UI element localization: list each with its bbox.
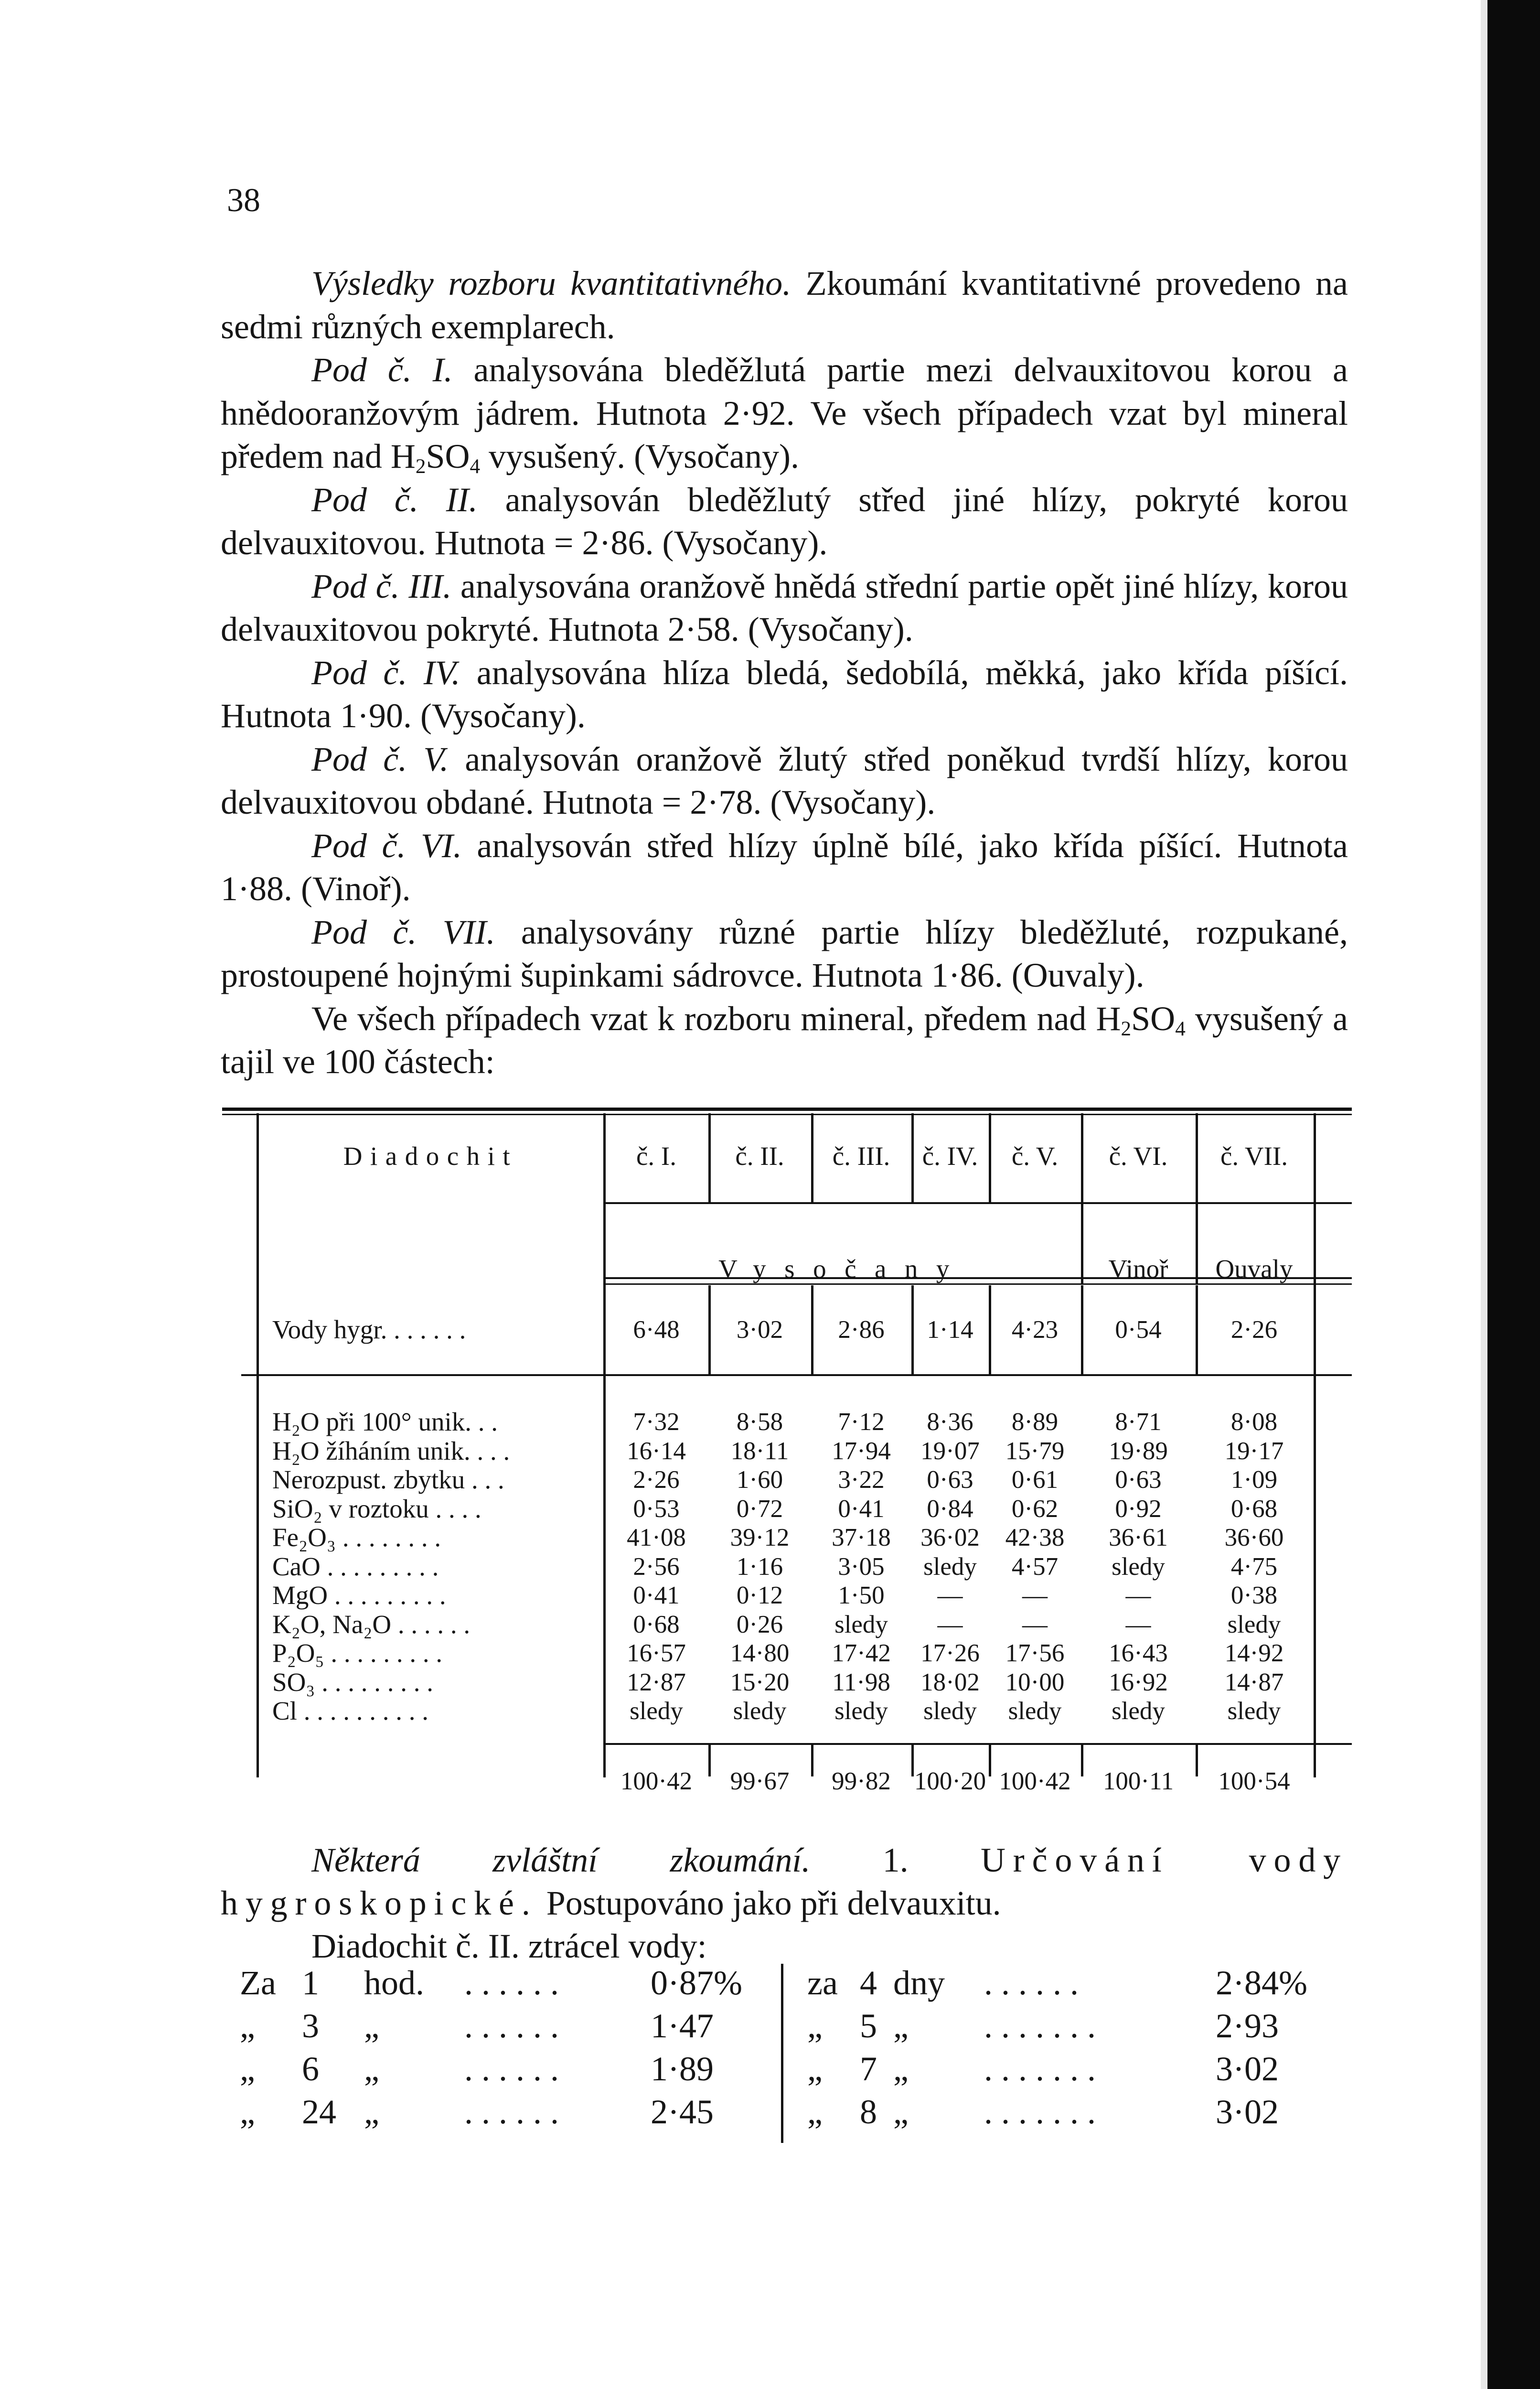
table-cell: 7·32: [633, 1408, 680, 1436]
table-cell: 36·60: [1224, 1524, 1284, 1551]
sample-label: Pod č. IV.: [311, 653, 460, 692]
table-cell: 1·60: [736, 1466, 783, 1494]
water-loss-dots: . . . . . .: [464, 1964, 559, 2002]
water-loss-dots: . . . . . . .: [984, 2007, 1096, 2045]
total-value: 100·42: [620, 1767, 693, 1795]
table-cell: 0·68: [1230, 1495, 1278, 1523]
column-header: č. V.: [1011, 1141, 1059, 1171]
table-cell: 11·98: [832, 1668, 890, 1696]
hygro-value: 2·26: [1230, 1316, 1278, 1344]
totals-rule: [604, 1743, 1352, 1745]
table-cell: 36·02: [920, 1524, 980, 1551]
table-cell: 12·87: [627, 1668, 686, 1696]
water-loss-prefix: „: [240, 2093, 255, 2131]
water-loss-period: 3: [302, 2007, 319, 2045]
table-cell: 17·26: [920, 1639, 980, 1667]
sample-label: Pod č. VI.: [311, 826, 462, 865]
water-loss-prefix: „: [240, 2050, 255, 2088]
table-cell: 0·62: [1011, 1495, 1059, 1523]
sample-label: Pod č. VII.: [311, 913, 495, 951]
row-label: P₂O₅ . . . . . . . . .: [272, 1638, 443, 1668]
total-value: 100·20: [914, 1767, 986, 1795]
page-shadow: [1481, 0, 1487, 2389]
list-divider: [781, 1964, 783, 2143]
table-cell: 19·07: [920, 1437, 980, 1465]
table-cell: —: [1125, 1582, 1151, 1609]
hygro-value: 4·23: [1011, 1316, 1059, 1344]
table-cell: 18·11: [730, 1437, 789, 1465]
table-cell: 8·36: [927, 1408, 973, 1436]
table-cell: 0·41: [633, 1582, 680, 1609]
table-title: Diadochit: [343, 1141, 518, 1171]
table-cell: 16·92: [1109, 1668, 1168, 1696]
table-cell: sledy: [630, 1697, 683, 1725]
row-label: CaO . . . . . . . . .: [272, 1551, 439, 1581]
table-cell: 4·57: [1011, 1552, 1059, 1581]
table-cell: 1·16: [736, 1552, 783, 1581]
sample-text: analysován střed hlízy úplně bílé, jako křída píšící. Hutnota 1·88. (Vinoř).: [221, 826, 1348, 908]
table-cell: 0·92: [1115, 1495, 1162, 1523]
column-header: č. II.: [735, 1141, 784, 1171]
sample-label: Pod č. V.: [311, 740, 449, 778]
table-cell: 1·50: [838, 1582, 885, 1609]
water-loss-unit: „: [364, 2007, 379, 2045]
column-header: č. VI.: [1109, 1141, 1168, 1171]
page-number: 38: [227, 182, 260, 219]
sample-paragraph: [221, 565, 1348, 651]
sample-paragraph: [221, 651, 1348, 738]
water-loss-unit: „: [364, 2093, 379, 2131]
water-loss-prefix: za: [807, 1964, 838, 2002]
water-loss-unit: „: [893, 2050, 909, 2088]
table-cell: 36·61: [1109, 1524, 1168, 1551]
special-section: [221, 1839, 1348, 1968]
water-loss-value: 3·02: [1216, 2093, 1279, 2131]
water-loss-value: 3·02: [1216, 2050, 1279, 2088]
summary-text: Ve všech případech vzat k rozboru mineral, předem nad H: [311, 999, 1121, 1038]
special-paragraph: [221, 1839, 1348, 1925]
water-loss-value: 2·93: [1216, 2007, 1279, 2045]
table-cell: 18·02: [920, 1668, 980, 1696]
water-loss-unit: „: [364, 2050, 379, 2088]
table-cell: 19·17: [1224, 1437, 1284, 1465]
table-cell: 16·43: [1109, 1639, 1168, 1667]
scan-border: [1487, 0, 1540, 2389]
column-rule: [257, 1113, 259, 1777]
water-loss-prefix: „: [807, 2093, 823, 2131]
column-header: č. VII.: [1220, 1141, 1288, 1171]
water-subhead: Diadochit č. II. ztrácel vody:: [311, 1927, 707, 1965]
water-loss-period: 5: [860, 2007, 877, 2045]
table-cell: 14·87: [1224, 1668, 1284, 1696]
special-heading: Některá zvláštní zkoumání.: [311, 1841, 811, 1879]
hygro-value: 2·86: [838, 1316, 885, 1344]
sample-paragraph: [221, 738, 1348, 824]
sample-text: analysována hlíza bledá, šedobílá, měkká, jako křída píšící. Hutnota 1·90. (Vysočany).: [221, 653, 1348, 735]
water-loss-dots: . . . . . .: [464, 2050, 559, 2088]
table-cell: 0·61: [1011, 1466, 1059, 1494]
intro-text: Zkoumání kvantitativné provedeno na sedmi různých exemplarech.: [221, 264, 1348, 346]
water-loss-dots: . . . . . .: [464, 2093, 559, 2131]
table-cell: 0·12: [736, 1582, 783, 1609]
water-loss-prefix: „: [807, 2007, 823, 2045]
table-cell: 0·26: [736, 1610, 783, 1638]
table-cell: sledy: [1112, 1697, 1165, 1725]
total-value: 100·54: [1218, 1767, 1290, 1795]
table-cell: 8·71: [1115, 1408, 1162, 1436]
table-cell: 1·09: [1230, 1466, 1278, 1494]
water-loss-period: 1: [302, 1964, 319, 2002]
rule: [604, 1202, 1352, 1204]
water-loss-period: 6: [302, 2050, 319, 2088]
table-cell: 41·08: [627, 1524, 686, 1551]
sample-text: analysována oranžově hnědá střední partie opět jiné hlízy, korou delvauxitovou pokryté. Hutnota 2·58. (Vysočany).: [221, 567, 1348, 648]
table-cell: 15·79: [1005, 1437, 1065, 1465]
table-cell: 16·14: [627, 1437, 686, 1465]
water-loss-unit: dny: [893, 1964, 945, 2002]
table-cell: 17·42: [832, 1639, 891, 1667]
locality-vinor: Vinoř: [1108, 1254, 1168, 1283]
table-top-rule-thin: [222, 1114, 1352, 1115]
table-cell: sledy: [1112, 1552, 1165, 1581]
total-value: 99·82: [832, 1767, 891, 1795]
table-cell: —: [1125, 1610, 1151, 1638]
sample-text: vysušený. (Vysočany).: [480, 437, 799, 475]
water-loss-prefix: Za: [240, 1964, 276, 2002]
water-loss-prefix: „: [240, 2007, 255, 2045]
water-loss-period: 8: [860, 2093, 877, 2131]
table-cell: 14·80: [730, 1639, 790, 1667]
row-label: Cl . . . . . . . . . .: [272, 1696, 428, 1725]
table-cell: 39·12: [730, 1524, 790, 1551]
row-label: SO₃ . . . . . . . . .: [272, 1667, 433, 1697]
row-label: H₂O žíháním unik. . . .: [272, 1436, 510, 1465]
table-cell: 16·57: [627, 1639, 686, 1667]
water-loss-unit: hod.: [364, 1964, 424, 2002]
special-number: 1.: [810, 1841, 981, 1879]
row-label: MgO . . . . . . . . .: [272, 1581, 446, 1610]
table-cell: 14·92: [1224, 1639, 1284, 1667]
table-cell: 8·58: [736, 1408, 783, 1436]
table-cell: sledy: [834, 1610, 888, 1638]
hygro-value: 3·02: [736, 1316, 783, 1344]
sample-paragraph: Pod č. I. analysována bleděžlutá partie mezi delvauxitovou korou a hnědooranžovým jádrem. Hutnota 2·92. Ve všech případech vzat byl mineral předem nad $H_2SO_4$ vysušený. (Vysočany).: [221, 351, 1348, 478]
water-loss-dots: . . . . . .: [984, 1964, 1079, 2002]
table-top-rule: [222, 1108, 1352, 1111]
sample-paragraph: [221, 824, 1348, 911]
row-label: Fe₂O₃ . . . . . . . .: [272, 1523, 441, 1552]
body-text: [221, 262, 1348, 1084]
special-title: Určování vody hygroskopické.: [221, 1841, 1348, 1922]
special-text: Postupováno jako při delvauxitu.: [537, 1884, 1001, 1922]
sample-text: analysovány různé partie hlízy bleděžluté, rozpukané, prostoupené hojnými šupinkami sádrovce. Hutnota 1·86. (Ouvaly).: [221, 913, 1348, 994]
table-cell: —: [937, 1610, 963, 1638]
table-cell: 0·63: [1115, 1466, 1162, 1494]
table-cell: sledy: [733, 1697, 787, 1725]
water-loss-value: 1·89: [651, 2050, 714, 2088]
water-loss-value: 1·47: [651, 2007, 714, 2045]
table-cell: 0·41: [838, 1495, 885, 1523]
water-loss-period: 24: [302, 2093, 336, 2131]
column-header: č. III.: [832, 1141, 890, 1171]
table-cell: 3·05: [838, 1552, 885, 1581]
section-heading: Výsledky rozboru kvantitativného.: [311, 264, 791, 302]
table-cell: 3·22: [838, 1466, 885, 1494]
sample-text: analysována bleděžlutá partie mezi delvauxitovou korou a hnědooranžovým jádrem. Hutnota 2·92. Ve všech případech vzat byl mineral předem nad H: [221, 351, 1348, 475]
table-cell: 37·18: [832, 1524, 891, 1551]
table-cell: sledy: [1227, 1610, 1281, 1638]
table-cell: —: [1022, 1582, 1048, 1609]
hygro-value: 6·48: [633, 1316, 680, 1344]
water-loss-dots: . . . . . . .: [984, 2093, 1096, 2131]
hygro-value: 0·54: [1115, 1316, 1162, 1344]
table-cell: 10·00: [1005, 1668, 1065, 1696]
total-value: 99·67: [730, 1767, 790, 1795]
water-loss-period: 7: [860, 2050, 877, 2088]
column-rule: [1196, 1113, 1198, 1283]
table-cell: 15·20: [730, 1668, 790, 1696]
table-cell: sledy: [1227, 1697, 1281, 1725]
table-cell: 17·94: [832, 1437, 891, 1465]
summary-text: SO: [1131, 999, 1176, 1038]
table-cell: 2·56: [633, 1552, 680, 1581]
table-cell: 0·68: [633, 1610, 680, 1638]
water-loss-value: 2·45: [651, 2093, 714, 2131]
water-loss-value: 2·84%: [1216, 1964, 1307, 2002]
summary-paragraph: Ve všech případech vzat k rozboru mineral, předem nad $H_2SO_4$ vysušený a tajil ve 100 částech:: [221, 999, 1348, 1081]
sample-text: analysován bleděžlutý střed jiné hlízy, pokryté korou delvauxitovou. Hutnota = 2·86. (Vysočany).: [221, 480, 1348, 562]
column-rule: [1081, 1113, 1083, 1283]
sample-text: SO: [426, 437, 470, 475]
table-cell: 0·53: [633, 1495, 680, 1523]
table-cell: sledy: [923, 1697, 977, 1725]
locality-vysocany: Vysočany: [718, 1254, 968, 1283]
water-loss-value: 0·87%: [651, 1964, 742, 2002]
water-loss-prefix: „: [807, 2050, 823, 2088]
analysis-table: [222, 1108, 1352, 1822]
column-header: č. I.: [636, 1141, 676, 1171]
hygro-value: 1·14: [927, 1316, 973, 1344]
sample-paragraph: [221, 478, 1348, 565]
sample-label: Pod č. II.: [311, 480, 478, 519]
water-loss-period: 4: [860, 1964, 877, 2002]
total-value: 100·42: [999, 1767, 1071, 1795]
rule: [604, 1283, 1352, 1285]
table-cell: 8·08: [1230, 1408, 1278, 1436]
table-cell: sledy: [923, 1552, 977, 1581]
sample-label: Pod č. III.: [311, 567, 452, 605]
table-cell: 42·38: [1005, 1524, 1065, 1551]
table-cell: 4·75: [1230, 1552, 1278, 1581]
row-label: Nerozpust. zbytku . . .: [272, 1465, 504, 1494]
table-cell: 17·56: [1005, 1639, 1065, 1667]
column-rule: [1314, 1113, 1316, 1777]
row-label: H₂O při 100° unik. . .: [272, 1407, 498, 1436]
table-cell: 8·89: [1011, 1408, 1059, 1436]
table-cell: 2·26: [633, 1466, 680, 1494]
sample-paragraph: [221, 911, 1348, 997]
sample-text: analysován oranžově žlutý střed poněkud tvrdší hlízy, korou delvauxitovou obdané. Hutnota = 2·78. (Vysočany).: [221, 740, 1348, 821]
water-loss-dots: . . . . . . .: [984, 2050, 1096, 2088]
sample-label: Pod č. I.: [311, 351, 453, 389]
table-cell: 0·38: [1230, 1582, 1278, 1609]
table-cell: 0·84: [927, 1495, 973, 1523]
table-cell: —: [937, 1582, 963, 1609]
column-header: č. IV.: [922, 1141, 978, 1171]
row-label: SiO₂ v roztoku . . . .: [272, 1494, 481, 1523]
row-label: K₂O, Na₂O . . . . . .: [272, 1609, 471, 1639]
water-loss-unit: „: [893, 2093, 909, 2131]
table-cell: sledy: [834, 1697, 888, 1725]
locality-ouvaly: Ouvaly: [1215, 1254, 1293, 1283]
table-cell: sledy: [1008, 1697, 1062, 1725]
table-cell: 0·72: [736, 1495, 783, 1523]
table-cell: —: [1022, 1610, 1048, 1638]
rule: [241, 1374, 1352, 1376]
total-value: 100·11: [1102, 1767, 1174, 1795]
table-cell: 19·89: [1109, 1437, 1168, 1465]
table-cell: 0·63: [927, 1466, 973, 1494]
water-loss-unit: „: [893, 2007, 909, 2045]
water-loss-dots: . . . . . .: [464, 2007, 559, 2045]
hygro-label: Vody hygr. . . . . . .: [272, 1315, 466, 1344]
summary-text: vysušený a tajil ve 100 částech:: [221, 999, 1348, 1081]
intro-paragraph: [221, 262, 1348, 348]
table-cell: 7·12: [838, 1408, 885, 1436]
